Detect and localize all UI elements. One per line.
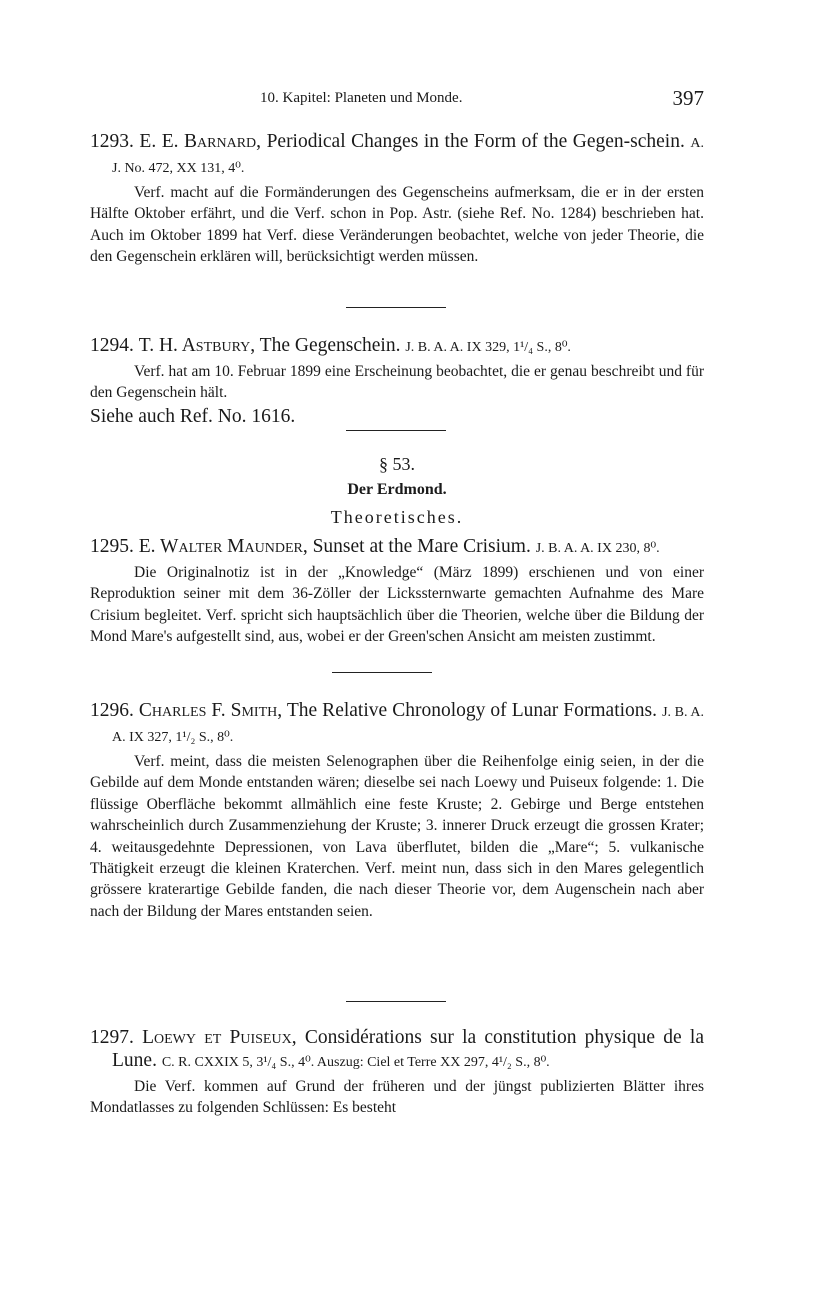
section-number: § 53. [379,454,415,474]
page-number: 397 [672,86,704,110]
divider [332,672,432,673]
entry-number: 1295. [90,536,134,557]
see-also-reference: Siehe auch Ref. No. 1616. [90,405,296,427]
entry-number: 1293. [90,131,134,152]
divider [346,307,446,308]
entry-1297 [90,1026,704,1119]
entry-text: Die Verf. kommen auf Grund der früheren und der jüngst publizierten Blätter ihres Mondatlasses zu folgenden Schlüssen: Es besteht [90,1078,704,1117]
entry-1294 [90,334,704,428]
entry-author: Loewy et Puiseux, [142,1027,297,1048]
entry-author: T. H. Astbury, [138,335,256,356]
entry-text: Die Originalnotiz ist in der „Knowledge“ (März 1899) erschienen und von einer Reproduktion seiner mit dem 36-Zöller der Lickssternwarte gemachten Aufnahme des Mare Crisium begleitet. Verf. spricht sich hauptsächlich über die Theorien, welche über die Bildung der Mond Mare's aufgestellt sind, aus, wobei er der Green'schen Ansicht am meisten zustimmt. [90,564,704,646]
entry-reference: C. R. CXXIX 5, 3¹/₄ S., 4⁰. Auszug: Ciel et Terre XX 297, 4¹/₂ S., 8⁰. [161,1055,550,1070]
entry-title: Sunset at the Mare Crisium. [312,536,531,557]
entry-title: Considérations sur la constitution physique de la Lune. [112,1027,704,1071]
divider [346,1001,446,1002]
entry-1295 [90,535,704,648]
divider [346,430,446,431]
entry-number: 1294. [90,335,134,356]
entry-text: Verf. meint, dass die meisten Selenographen über die Reihenfolge einig seien, in der die Gebilde auf dem Monde entstanden wären; dieselbe sei nach Loewy und Puiseux folgende: 1. Die flüssige Oberfläche bekommt allmählich eine feste Kruste; 2. Gebirge und Berge entstehen wahrscheinlich durch Zusammenziehung der Kruste; 3. innerer Druck erzeugt die grossen Krater; 4. weitausgedehnte Depressionen, von Lava überflutet, bilden die „Mare“; 5. vulkanische Thätigkeit erzeugt die kleinen Kraterchen. Verf. meint nun, dass sich in den Mares gelegentlich grössere kraterartige Gebilde fanden, die nach dieser Theorie vor, dem Augenschein nach aber nach der Bildung der Mares entstanden seien. [90,753,704,920]
entry-heading [90,130,704,180]
entry-number: 1296. [90,700,134,721]
entry-reference: J. B. A. A. IX 329, 1¹/₄ S., 8⁰. [405,340,571,355]
entry-text: Verf. macht auf die Formänderungen des Gegenscheins aufmerksam, die er in der ersten Hälfte Oktober erfährt, und die Verf. schon in Pop. Astr. (siehe Ref. No. 1284) beschrieben hat. Auch im Oktober 1899 hat Verf. diese Veränderungen beobachtet, welche von jeder Theorie, die den Gegenschein erklären will, berücksichtigt werden müssen. [90,184,704,266]
entry-author: Charles F. Smith, [138,700,283,721]
entry-title: The Relative Chronology of Lunar Formations. [286,700,658,721]
entry-heading [90,334,704,359]
entry-heading [90,699,704,749]
entry-reference: A. J. No. 472, XX 131, 4⁰. [112,136,705,176]
section-subtitle: Theoretisches. [330,507,464,527]
entry-title: Periodical Changes in the Form of the Gegen-schein. [266,131,685,152]
entry-reference: J. B. A. A. IX 327, 1¹/₂ S., 8⁰. [112,705,705,745]
entry-number: 1297. [90,1027,134,1048]
entry-text: Verf. hat am 10. Februar 1899 eine Erscheinung beobachtet, die er genau beschreibt und für den Gegenschein hält. [90,363,704,402]
entry-1293 [90,130,704,268]
entry-reference: J. B. A. A. IX 230, 8⁰. [535,541,660,556]
page-header [90,86,704,114]
section-title: Der Erdmond. [347,481,447,498]
entry-author: E. E. Barnard, [139,131,262,152]
entry-title: The Gegenschein. [259,335,401,356]
entry-1296 [90,699,704,922]
entry-heading [90,1026,704,1074]
running-title: 10. Kapitel: Planeten und Monde. [260,90,463,106]
entry-author: E. Walter Maunder, [138,536,308,557]
entry-heading [90,535,704,560]
